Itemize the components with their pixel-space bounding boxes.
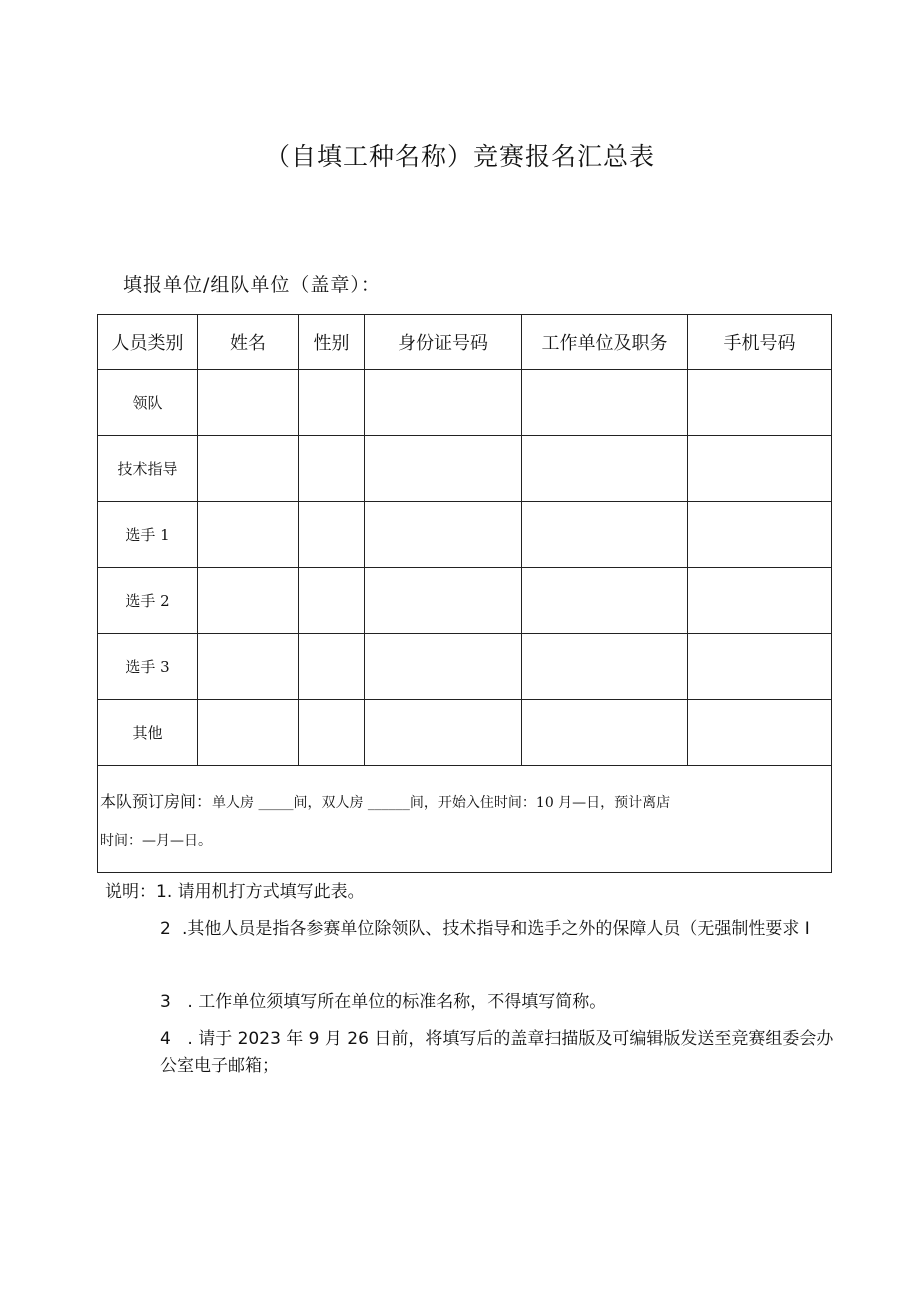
note-4-number: 4 (160, 1029, 171, 1049)
phone-cell[interactable] (688, 502, 832, 568)
note-2-text: .其他人员是指各参赛单位除领队、技术指导和选手之外的保障人员（无强制性要求 I (182, 919, 810, 939)
table-row (98, 502, 832, 568)
row-category-label: 领队 (98, 370, 198, 436)
header-category: 人员类别 (98, 315, 198, 370)
form-title: （自填工种名称）竞赛报名汇总表 (264, 142, 655, 171)
note-2-number: 2 (160, 919, 171, 939)
note-3 (160, 987, 606, 1012)
header-gender: 性别 (299, 315, 365, 370)
workplace-cell[interactable] (522, 700, 688, 766)
workplace-cell[interactable] (522, 370, 688, 436)
name-cell[interactable] (198, 436, 299, 502)
workplace-cell[interactable] (522, 634, 688, 700)
table-row (98, 634, 832, 700)
gender-cell[interactable] (299, 502, 365, 568)
phone-cell[interactable] (688, 634, 832, 700)
note-2 (160, 916, 840, 943)
filler-unit-label: 填报单位/组队单位（盖章）： (123, 274, 381, 296)
table-row (98, 700, 832, 766)
gender-cell[interactable] (299, 436, 365, 502)
phone-cell[interactable] (688, 370, 832, 436)
row-category-label: 选手 1 (98, 502, 198, 568)
workplace-cell[interactable] (522, 436, 688, 502)
name-cell[interactable] (198, 568, 299, 634)
room-booking-line-2: 时间：—月—日。 (100, 833, 212, 849)
note-1: 说明：1. 请用机打方式填写此表。 (105, 882, 365, 902)
note-3-text: . 工作单位须填写所在单位的标准名称，不得填写简称。 (182, 992, 607, 1012)
name-cell[interactable] (198, 370, 299, 436)
gender-cell[interactable] (299, 370, 365, 436)
room-booking-text: 单人房 _____间，双人房 ______间，开始入住时间：10 月—日，预计离店 (212, 795, 671, 811)
note-3-number: 3 (160, 992, 171, 1012)
phone-cell[interactable] (688, 700, 832, 766)
row-category-label: 其他 (98, 700, 198, 766)
id-number-cell[interactable] (365, 568, 522, 634)
workplace-cell[interactable] (522, 502, 688, 568)
room-booking-row (98, 766, 832, 873)
header-name: 姓名 (198, 315, 299, 370)
id-number-cell[interactable] (365, 634, 522, 700)
room-booking-lead: 本队预订房间： (100, 792, 213, 811)
id-number-cell[interactable] (365, 436, 522, 502)
name-cell[interactable] (198, 502, 299, 568)
id-number-cell[interactable] (365, 700, 522, 766)
name-cell[interactable] (198, 634, 299, 700)
registration-table (97, 314, 832, 873)
table-row (98, 436, 832, 502)
room-booking-line-1 (100, 789, 831, 812)
note-4-text: . 请于 2023 年 9 月 26 日前，将填写后的盖章扫描版及可编辑版发送至竞赛组委会办公室电子邮箱； (160, 1029, 834, 1076)
table-header-row (98, 315, 832, 370)
row-category-label: 选手 3 (98, 634, 198, 700)
phone-cell[interactable] (688, 436, 832, 502)
id-number-cell[interactable] (365, 370, 522, 436)
phone-cell[interactable] (688, 568, 832, 634)
note-4 (160, 1026, 840, 1080)
gender-cell[interactable] (299, 634, 365, 700)
table-row (98, 568, 832, 634)
gender-cell[interactable] (299, 568, 365, 634)
gender-cell[interactable] (299, 700, 365, 766)
header-id-number: 身份证号码 (365, 315, 522, 370)
workplace-cell[interactable] (522, 568, 688, 634)
id-number-cell[interactable] (365, 502, 522, 568)
name-cell[interactable] (198, 700, 299, 766)
room-booking-cell[interactable] (98, 766, 832, 873)
row-category-label: 技术指导 (98, 436, 198, 502)
row-category-label: 选手 2 (98, 568, 198, 634)
header-workplace: 工作单位及职务 (522, 315, 688, 370)
table-row (98, 370, 832, 436)
header-phone: 手机号码 (688, 315, 832, 370)
